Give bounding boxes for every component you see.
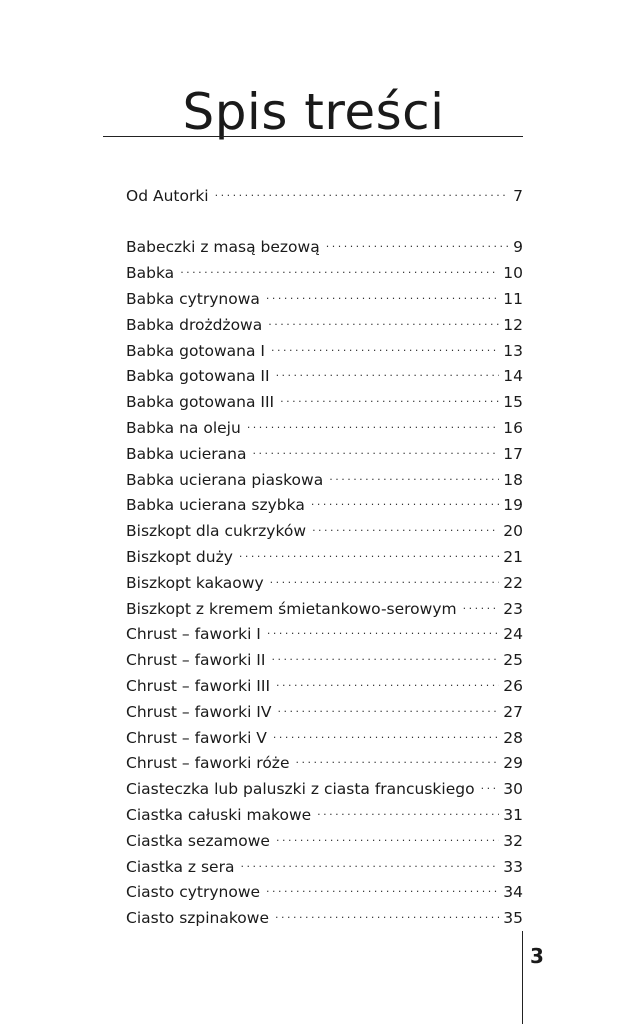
toc-entry-page: 17 [503,444,523,463]
toc-dot-leader [481,776,500,795]
toc-entry [126,595,523,621]
toc-entry [126,801,523,827]
toc-entry-page: 13 [503,341,523,360]
toc-entry-title: Ciastka z sera [126,857,235,876]
toc-entry-page: 9 [513,238,523,257]
toc-entry-title: Biszkopt z kremem śmietankowo-serowym [126,599,457,618]
toc-entry-page: 12 [503,315,523,334]
toc-entry [126,492,523,518]
toc-entry-page: 30 [503,780,523,799]
toc-entry [126,827,523,853]
toc-entry-title: Ciasteczka lub paluszki z ciasta francuskiego [126,780,475,799]
toc-entry-page: 14 [503,367,523,386]
toc-entry-title: Babka gotowana III [126,393,275,412]
toc-entry [126,260,523,286]
toc-entry [126,724,523,750]
toc-entry-page: 16 [503,418,523,437]
toc-entry [126,285,523,311]
toc-entry [126,776,523,802]
toc-dot-leader [270,569,500,588]
toc-entry-title: Chrust – faworki II [126,651,266,670]
toc-entry-page: 21 [503,547,523,566]
toc-entry-title: Chrust – faworki V [126,728,267,747]
toc-dot-leader [266,879,499,898]
toc-entry-page: 20 [503,522,523,541]
toc-entry-page: 11 [503,289,523,308]
toc-dot-leader [326,234,509,253]
toc-entry-title: Babka gotowana II [126,367,270,386]
toc-entry-page: 29 [503,754,523,773]
toc-dot-leader [180,260,499,279]
page-number-rule [522,931,523,1024]
toc-entry [126,414,523,440]
toc-entry-page: 18 [503,470,523,489]
toc-entry-page: 28 [503,728,523,747]
toc-entry [126,698,523,724]
toc-entry-title: Ciasto cytrynowe [126,883,261,902]
toc-dot-leader [463,595,500,614]
page-number: 3 [530,944,544,968]
toc-entry [126,182,523,208]
toc-entry-page: 22 [503,573,523,592]
toc-entry-page: 15 [503,393,523,412]
toc-entry-page: 7 [513,186,523,205]
title-underline [103,136,523,137]
toc-entry-page: 31 [503,805,523,824]
toc-dot-leader [317,801,499,820]
toc-dot-leader [240,853,499,872]
toc-dot-leader [329,466,499,485]
toc-entry-page: 33 [503,857,523,876]
toc-dot-leader [277,698,499,717]
toc-entry [126,234,523,260]
toc-entry-title: Biszkopt kakaowy [126,573,264,592]
toc-dot-leader [239,543,499,562]
toc-entry-title: Biszkopt dla cukrzyków [126,522,307,541]
toc-entry-title: Ciastka sezamowe [126,831,270,850]
toc-entry [126,389,523,415]
toc-entry-title: Babka cytrynowa [126,289,260,308]
toc-dot-leader [311,492,499,511]
toc-dot-leader [215,182,510,201]
toc-entry-title: Babka ucierana [126,444,247,463]
toc-entry-page: 26 [503,676,523,695]
toc-entry-title: Chrust – faworki I [126,625,261,644]
toc-entry-page: 27 [503,702,523,721]
toc-entry-page: 10 [503,264,523,283]
toc-entry-title: Babka gotowana I [126,341,265,360]
toc-entry-page: 23 [503,599,523,618]
toc-dot-leader [268,311,499,330]
toc-dot-leader [252,440,499,459]
toc-entry [126,518,523,544]
toc-entry [126,750,523,776]
toc-entry-title: Biszkopt duży [126,547,233,566]
toc-dot-leader [266,285,499,304]
toc-entry [126,466,523,492]
toc-entry-title: Babka ucierana szybka [126,496,305,515]
toc-dot-leader [295,750,499,769]
toc-entry-title: Babka drożdżowa [126,315,263,334]
toc-entry [126,853,523,879]
toc-entry-page: 34 [503,883,523,902]
toc-entry-title: Ciastka całuski makowe [126,805,312,824]
toc-entry [126,311,523,337]
toc-dot-leader [271,647,499,666]
toc-dot-leader [275,905,499,924]
toc-dot-leader [280,389,499,408]
toc-entry-title: Chrust – faworki róże [126,754,290,773]
toc-entry [126,363,523,389]
toc-entry [126,337,523,363]
toc-dot-leader [247,414,499,433]
toc-entry-title: Chrust – faworki III [126,676,271,695]
toc-entry [126,621,523,647]
toc-dot-leader [276,672,499,691]
toc-entry-page: 25 [503,651,523,670]
toc-entry-page: 32 [503,831,523,850]
toc-entry-title: Od Autorki [126,186,209,205]
toc-entry-title: Babka ucierana piaskowa [126,470,324,489]
toc-entry [126,905,523,931]
toc-dot-leader [276,827,499,846]
toc-entry-page: 19 [503,496,523,515]
toc-dot-leader [267,621,499,640]
toc-entry [126,647,523,673]
toc-dot-leader [312,518,499,537]
table-of-contents [126,182,523,930]
toc-dot-leader [271,337,499,356]
toc-entry-title: Ciasto szpinakowe [126,909,269,928]
toc-dot-leader [276,363,500,382]
toc-entry [126,440,523,466]
toc-entry-title: Babka [126,264,175,283]
toc-dot-leader [273,724,499,743]
toc-entry [126,672,523,698]
toc-entry [126,569,523,595]
toc-entry-title: Chrust – faworki IV [126,702,272,721]
toc-entry-title: Babka na oleju [126,418,241,437]
toc-entry-title: Babeczki z masą bezową [126,238,320,257]
toc-entry-page: 35 [503,909,523,928]
toc-entry-page: 24 [503,625,523,644]
toc-entry [126,543,523,569]
page-title: Spis treści [182,83,445,141]
toc-entry [126,879,523,905]
